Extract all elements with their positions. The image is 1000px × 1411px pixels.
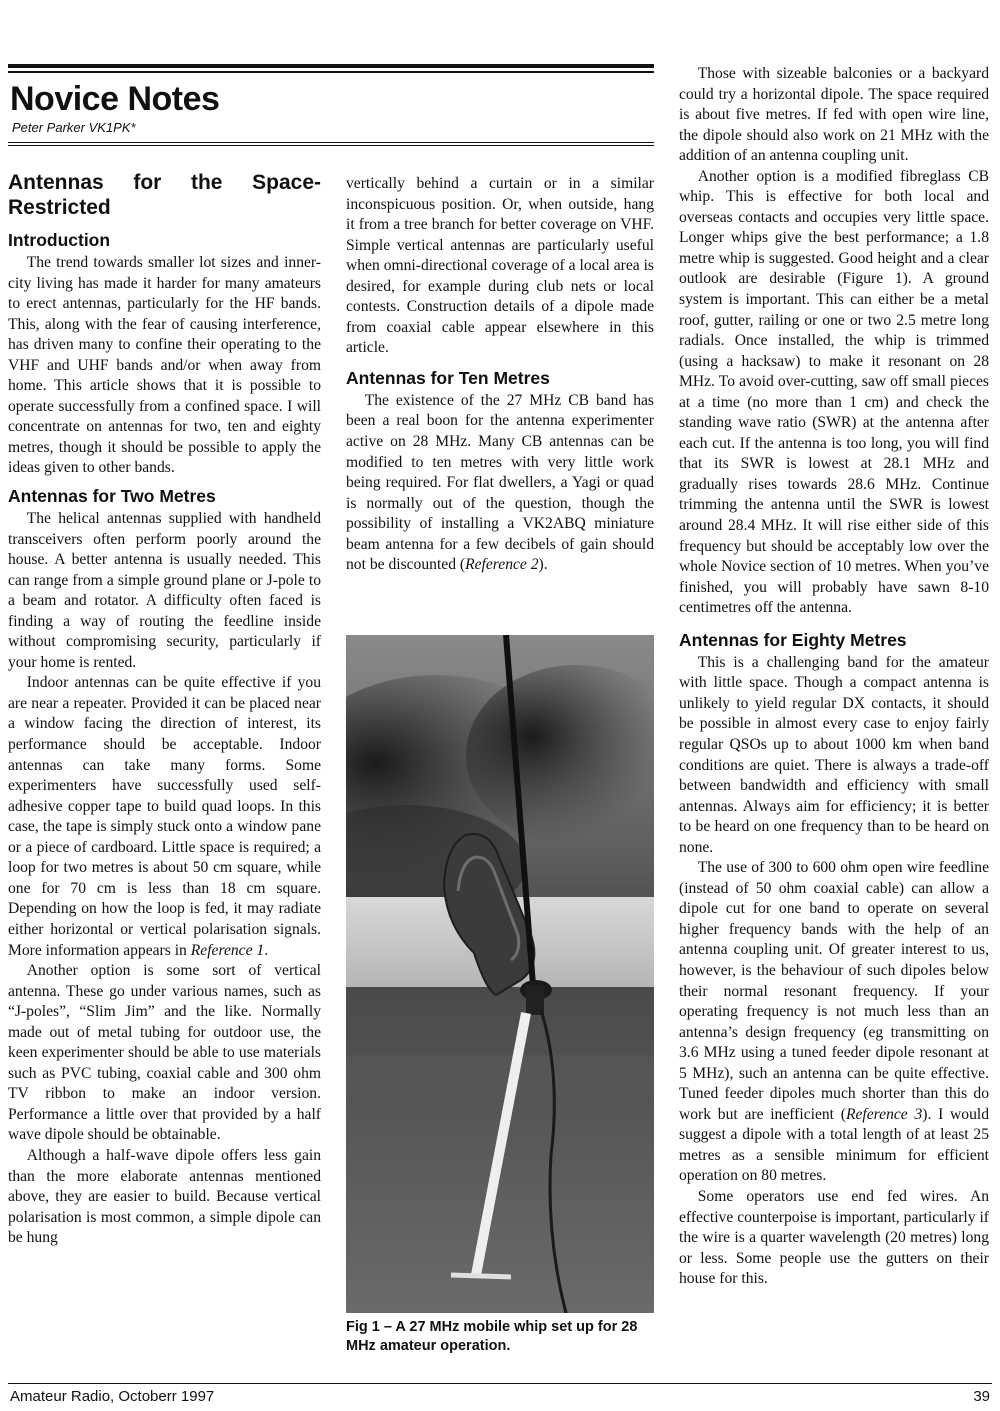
header-rule-top [8,64,654,68]
page-title: Novice Notes [10,80,220,118]
reference-link: Reference 3 [845,1105,923,1123]
paragraph: Indoor antennas can be quite effective if you are near a repeater. Provided it can be placed near a window facing the direction of interest, its performance should be acceptable. Indoor antennas can take many forms. Some experimenters have successfully used self-adhesive copper tape to build quad loops. In this case, the tape is simply stuck onto a window pane or a piece of cardboard. Little space is required; a loop for two metres is about 50 cm square, while one for 70 cm is less than 18 cm square. Depending on how the loop is fed, it may radiate either horizontal or vertical polarisation signals. More information appears in Reference 1. [8,674,321,959]
section-heading-ten-metres: Antennas for Ten Metres [346,367,550,388]
masthead-rule [8,142,654,143]
figure-photo [346,635,654,1313]
column-2 [346,174,654,576]
paragraph: vertically behind a curtain or in a similar inconspicuous position. Or, when outside, hang it from a tree branch for better coverage on VHF. Simple vertical antennas are particularly useful when omni-directional coverage of a local area is desired, for example during club nets or local contests. Construction details of a dipole made from coaxial cable appear elsewhere in this article. [346,175,654,357]
paragraph: Although a half-wave dipole offers less gain than the more elaborate antennas mentioned above, they are easier to build. Because vertical polarisation is most common, a simple dipole can be hung [8,1146,321,1247]
byline: Peter Parker VK1PK* [12,120,136,135]
paragraph: The use of 300 to 600 ohm open wire feedline (instead of 50 ohm coaxial cable) can allow a dipole cut for one band to operate on several higher frequency bands with the help of an antenna coupling unit. Of greater interest to us, however, is the behaviour of such dipoles below their normal resonant frequency. If your operating frequency is not much less than an antenna’s design frequency (eg transmitting on 3.6 MHz using a tuned feeder dipole resonant at 5 MHz), such an antenna can be quite effective. Tuned feeder dipoles much shorter than this do work but are inefficient (Reference 3). I would suggest a dipole with a total length of at least 25 metres as a sensible minimum for efficient operation on 80 metres. [679,859,989,1185]
paragraph: Those with sizeable balconies or a backyard could try a horizontal dipole. The space required is about five metres. If fed with open wire line, the dipole should also work on 21 MHz with the addition of an antenna coupling unit. [679,65,989,165]
reference-link: Reference 1 [190,941,265,959]
footer-publication: Amateur Radio, Octoberr 1997 [10,1388,215,1405]
column-1 [8,170,321,1249]
header-rule-bottom [8,71,654,73]
paragraph: Another option is a modified fibreglass CB whip. This is effective for both local and overseas contacts and occupies very little space. Longer whips give the best performance; a 1.8 metre whip is suggested. Good height and a clear outlook are desirable (Figure 1). A ground system is important. This can either be a metal roof, gutter, railing or one or two 2.5 metre long radials. Once installed, the whip is trimmed (using a hacksaw) to make it resonant on 28 MHz. To avoid over-cutting, saw off small pieces at a time (no more than 1 cm) and check the standing wave ratio (SWR) at the antenna after each cut. If the antenna is too long, you will find that its SWR is lowest at 28.1 MHz and gradually rises towards 28.6 MHz. Continue trimming the antenna until the SWR is lowest around 28.4 MHz. It will rise either side of this frequency but should be acceptably low over the whole Novice section of 10 metres. When you’ve finished, you will probably have sawn 8-10 centimetres off the antenna. [679,167,989,617]
paragraph: The trend towards smaller lot sizes and inner-city living has made it harder for many amateurs to erect antennas, particularly for the HF bands. This, along with the fear of causing interference, has driven many to confine their operating to the VHF and UHF bands and/or when away from home. This article shows that it is possible to operate successfully from a confined space. I will concentrate on antennas for two, ten and eighty metres, though it should be possible to apply the ideas given to other bands. [8,254,321,477]
article-title: Antennas for the Space-Restricted [8,171,321,219]
paragraph: The existence of the 27 MHz CB band has been a real boon for the antenna experimenter active on 28 MHz. Many CB antennas can be modified to ten metres with very little work being required. For flat dwellers, a Yagi or quad is normally out of the question, though the possibility of installing a VK2ABQ miniature beam antenna for a few decibels of gain should not be discounted (Reference 2). [346,391,654,574]
footer-rule [8,1383,992,1384]
figure-caption: Fig 1 – A 27 MHz mobile whip set up for 28 MHz amateur operation. [346,1319,638,1354]
paragraph: This is a challenging band for the amateur with little space. Though a compact antenna is unlikely to yield regular DX contacts, it should be possible in almost every case to enjoy fairly regular QSOs up to about 1000 km when band conditions are quiet. There is always a trade-off between bandwidth and efficiency with small antennas. Always aim for efficiency; it is better to be heard on one frequency than to be heard on none. [679,653,989,856]
section-heading-introduction: Introduction [8,230,111,250]
column-3 [679,64,989,1290]
paragraph: Some operators use end fed wires. An effective counterpoise is important, particularly if the wire is a quarter wavelength (20 metres) long or less. Some people use the gutters on their house for this. [679,1187,989,1288]
footer-page-number: 39 [973,1388,990,1405]
masthead [10,80,219,118]
reference-link: Reference 2 [465,556,539,574]
section-heading-two-metres: Antennas for Two Metres [8,486,216,507]
paragraph: The helical antennas supplied with handheld transceivers often perform poorly around the house. A better antenna is usually needed. This can range from a simple ground plane or J-pole to a beam and rotator. A difficulty often faced is finding a way of routing the feedline inside without compromising security, particularly if your home is rented. [8,510,321,671]
whip-antenna-photo [346,635,654,1313]
masthead-rule-second [8,145,654,146]
paragraph: Another option is some sort of vertical antenna. These go under various names, such as “J-poles”, “Slim Jim” and the like. Normally made out of metal tubing for outdoor use, the keen experimenter should be able to use materials such as PVC tubing, coaxial cable and 300 ohm TV ribbon to make an indoor version. Performance a little over that provided by a half wave dipole should be obtainable. [8,962,321,1144]
section-heading-eighty-metres: Antennas for Eighty Metres [679,629,907,650]
